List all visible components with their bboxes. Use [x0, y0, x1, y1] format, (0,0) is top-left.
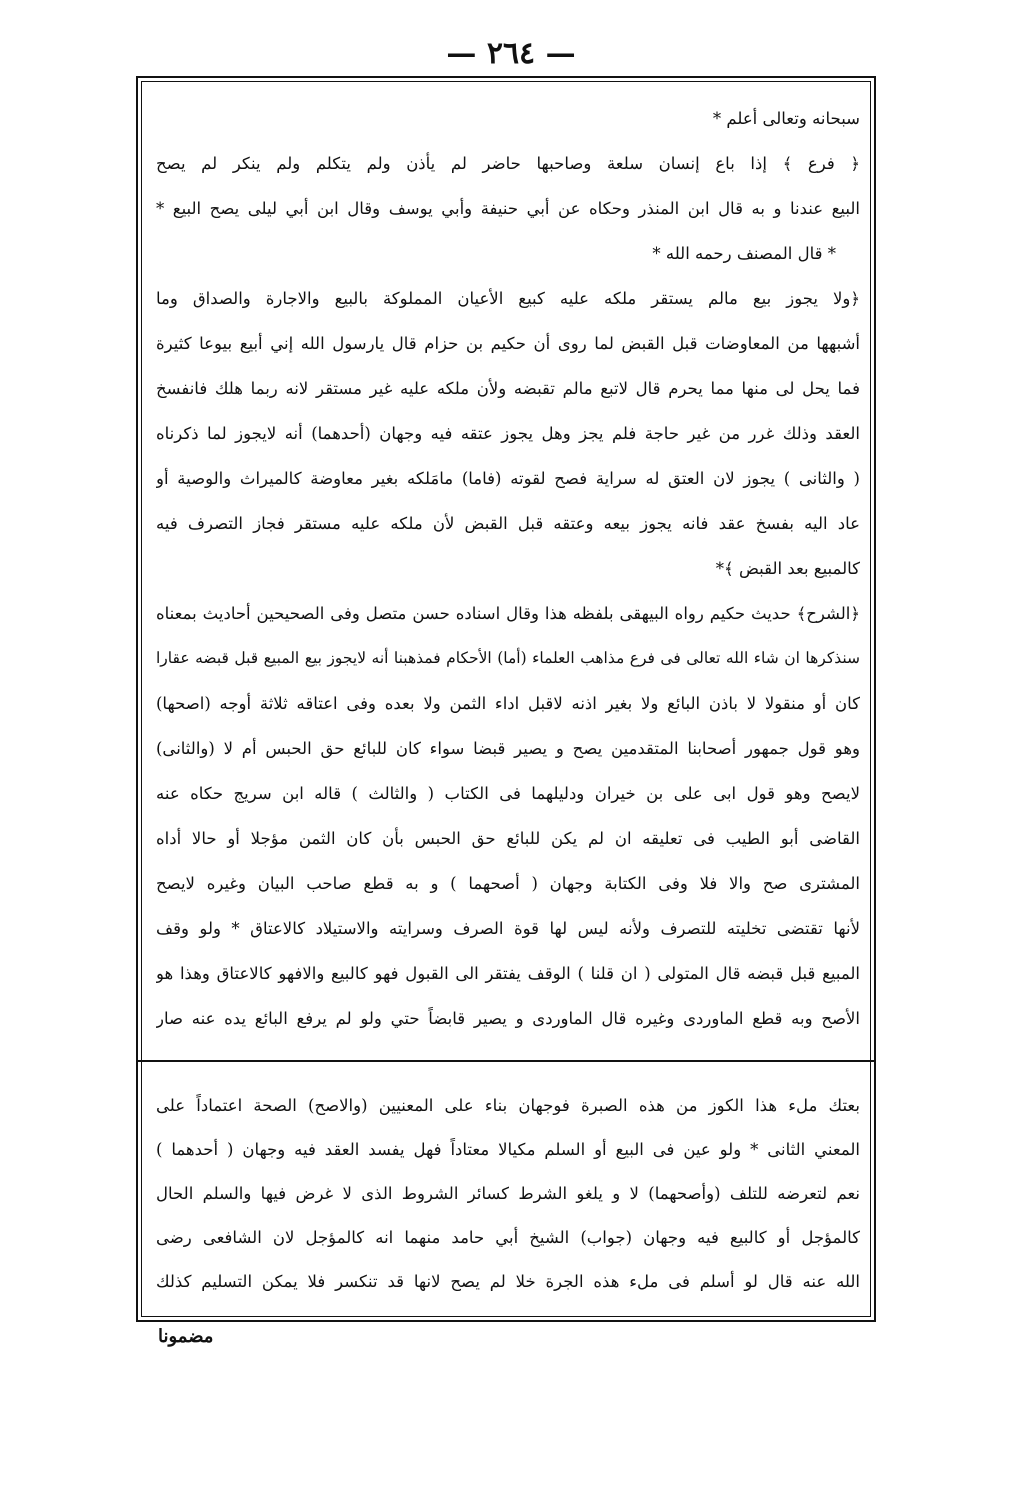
page-number: — ٢٦٤ —	[446, 36, 576, 71]
text-line: فما يحل لى منها مما يحرم قال لاتبع مالم تقبضه ولأن ملكه عليه غير مستقر لانه ربما هلك فانفسخ	[156, 379, 860, 398]
text-line: أشبهها من المعاوضات قبل القبض لما روى أن حكيم بن حزام قال يارسول الله إني أبيع بيوعا كثيرة	[156, 334, 860, 353]
text-line: ﴿ فرع ﴾ إذا باع إنسان سلعة وصاحبها حاضر لم يأذن ولم يتكلم ولم ينكر لم يصح	[156, 154, 860, 173]
footnote-separator	[138, 1060, 874, 1062]
text-line: سبحانه وتعالى أعلم *	[712, 109, 860, 128]
footnote-line: نعم لتعرضه للتلف (وأصحهما) لا و يلغو الشرط كسائر الشروط الذى لا غرض فيها والسلم الحال	[156, 1184, 860, 1203]
text-line: لأنها تقتضى تخليته للتصرف ولأنه ليس لها قوة الصرف وسرايته والاستيلاد كالاعتاق * ولو وقف	[156, 919, 860, 938]
catchword: مضمونا	[158, 1326, 214, 1347]
text-line: كان أو منقولا لا باذن البائع ولا بغير اذنه لاقبل اداء الثمن ولا بعده وفى اعتاقه ثلاثة أوجه (اصحها)	[156, 694, 860, 713]
text-line: عاد اليه بفسخ عقد فانه يجوز بيعه وعتقه قبل القبض لأن ملكه عليه مستقر فجاز التصرف فيه	[156, 514, 860, 533]
footnote-line: المعني الثانى * ولو عين فى البيع أو السلم مكيالا معتاداً فهل يفسد العقد فيه وجهان ( أحدهما )	[156, 1140, 860, 1159]
footnote-line: بعتك ملء هذا الكوز من هذه الصبرة فوجهان بناء على المعنيين (والاصح) الصحة اعتماداً على	[156, 1096, 860, 1115]
text-frame	[136, 76, 876, 1322]
text-line: ﴿ولا يجوز بيع مالم يستقر ملكه عليه كبيع الأعيان المملوكة بالبيع والاجارة والصداق وما	[156, 289, 860, 308]
text-line: ﴿الشرح﴾ حديث حكيم رواه البيهقى بلفظه هذا وقال اسناده حسن متصل وفى الصحيحين أحاديث بمعناه	[156, 604, 860, 623]
text-line: المشترى صح والا فلا وفى الكتابة وجهان ( أصحهما ) و به قطع صاحب البيان وغيره لايصح	[156, 874, 860, 893]
text-line: لايصح وهو قول ابى على بن خيران ودليلهما فى الكتاب ( والثالث ) قاله ابن سريج حكاه عنه	[156, 784, 860, 803]
footnote-line: كالمؤجل أو كالبيع فيه وجهان (جواب) الشيخ أبي حامد منهما انه كالمؤجل لان الشافعى رضى	[156, 1228, 860, 1247]
text-line: ( والثانى ) يجوز لان العتق له سراية فصح لقوته (فاما) مامَلكه بغير معاوضة كالميراث والوصية أو	[156, 469, 860, 488]
text-line: كالمبيع بعد القبض ﴾*	[715, 559, 860, 578]
text-line: البيع عندنا و به قال ابن المنذر وحكاه عن أبي حنيفة وأبي يوسف وقال ابن أبي ليلى يصح البيع *	[156, 199, 860, 218]
text-line: وهو قول جمهور أصحابنا المتقدمين يصح و يصير قبضا سواء كان للبائع حق الحبس أم لا (والثانى)	[156, 739, 860, 758]
text-line: المبيع قبل قبضه قال المتولى ( ان قلنا ) الوقف يفتقر الى القبول فهو كالبيع والافهو كالاعتاق وهذا هو	[156, 964, 860, 983]
text-line: العقد وذلك غرر من غير حاجة فلم يجز وهل يجوز عتقه فيه وجهان (أحدهما) أنه لايجوز لما ذكرناه	[156, 424, 860, 443]
footnote-line: الله عنه قال لو أسلم فى ملء هذه الجرة خلا لم يصح لانها قد تنكسر فلا يمكن التسليم كذلك	[156, 1272, 860, 1291]
text-line: سنذكرها ان شاء الله تعالى فى فرع مذاهب العلماء (أما) الأحكام فمذهبنا أنه لايجوز بيع المبيع قبل قبضه عقارا	[156, 649, 860, 667]
section-heading: * قال المصنف رحمه الله *	[652, 244, 836, 263]
text-line: القاضى أبو الطيب فى تعليقه ان لم يكن للبائع حق الحبس بأن كان الثمن مؤجلا أو حالا أداه	[156, 829, 860, 848]
text-line: الأصح وبه قطع الماوردى وغيره قال الماوردى و يصير قابضاً حتي ولو لم يرفع البائع يده عنه صار	[156, 1009, 860, 1028]
main-text-block	[156, 96, 860, 1041]
footnote-block	[156, 1084, 860, 1304]
